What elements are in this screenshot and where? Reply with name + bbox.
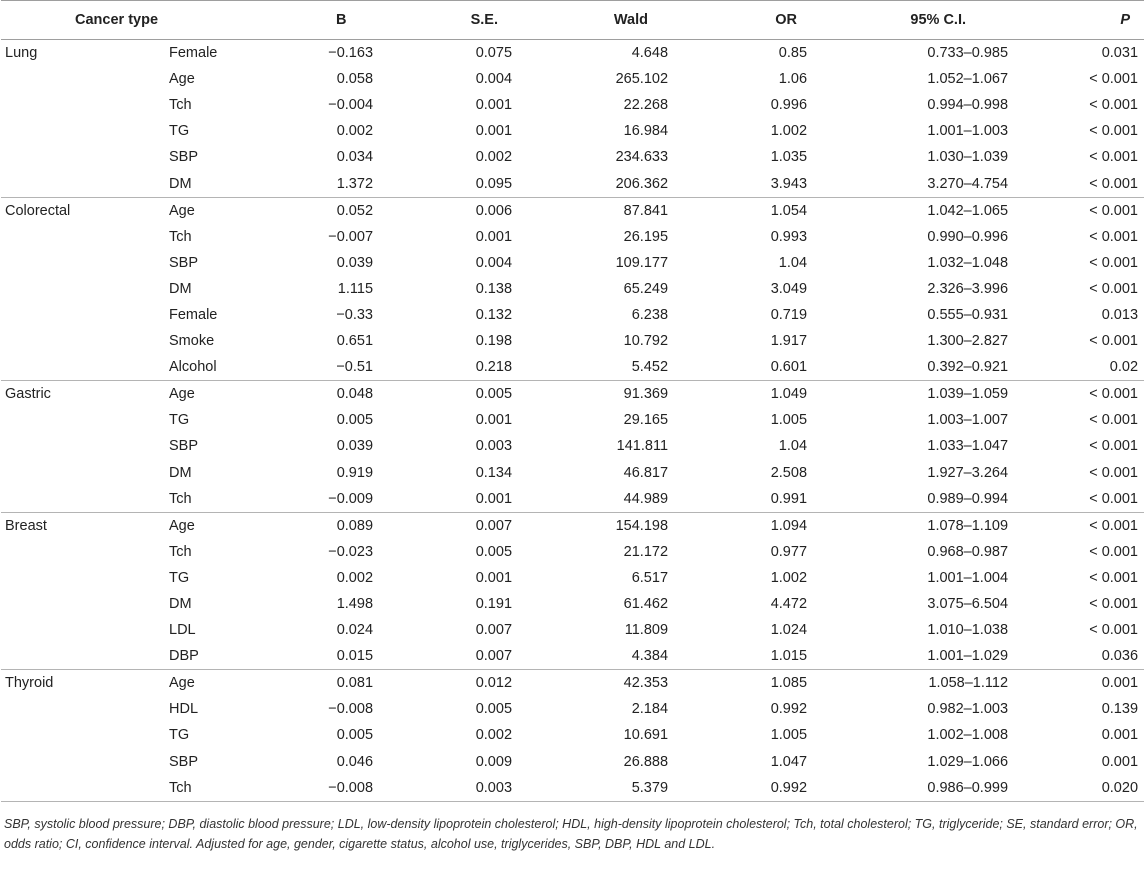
p-value-cell: 0.001 [1101, 727, 1139, 744]
se-cell: 0.004 [475, 254, 513, 271]
b-cell: −0.023 [328, 543, 374, 560]
se-cell: 0.095 [375, 170, 514, 197]
ci-cell: 0.982–1.003 [927, 701, 1009, 718]
variable-cell: Tch [169, 543, 192, 560]
variable-cell: DM [169, 170, 296, 197]
table-row [1, 591, 1144, 617]
b-cell: −0.009 [296, 486, 375, 513]
wald-cell: 65.249 [623, 280, 669, 297]
variable-cell: TG [169, 727, 190, 744]
ci-cell: 1.042–1.065 [927, 202, 1009, 219]
variable-cell: Female [169, 45, 218, 62]
cancer-type-cell: Lung [5, 45, 38, 62]
cancer-type-cell [1, 460, 169, 486]
ci-cell: 0.733–0.985 [927, 45, 1009, 62]
cancer-type-cell [1, 565, 169, 591]
ci-cell: 1.032–1.048 [927, 254, 1009, 271]
b-cell: 0.002 [336, 123, 374, 140]
or-cell: 1.002 [770, 569, 808, 586]
ci-cell: 1.033–1.047 [927, 438, 1009, 455]
cancer-type-cell [1, 722, 169, 748]
table-row [1, 328, 1144, 354]
se-cell: 0.007 [475, 622, 513, 639]
p-value-cell: < 0.001 [1089, 438, 1139, 455]
ci-cell: 0.994–0.998 [927, 97, 1009, 114]
or-cell: 3.943 [670, 170, 809, 197]
variable-cell: TG [169, 123, 190, 140]
p-value-cell: < 0.001 [1089, 569, 1139, 586]
wald-cell: 26.888 [623, 753, 669, 770]
variable-cell: SBP [169, 149, 199, 166]
table-row [1, 381, 1144, 408]
cancer-type-cell [1, 92, 169, 118]
or-cell: 2.508 [770, 464, 808, 481]
p-value-cell: < 0.001 [1089, 622, 1139, 639]
table-row [1, 749, 1144, 775]
or-cell: 1.094 [770, 517, 808, 534]
se-cell: 0.007 [375, 643, 514, 670]
regression-table [1, 0, 1144, 802]
wald-cell: 4.384 [514, 643, 670, 670]
ci-cell: 1.039–1.059 [927, 386, 1009, 403]
variable-cell: Tch [169, 228, 192, 245]
cancer-type-cell [1, 775, 169, 802]
or-cell: 1.035 [770, 149, 808, 166]
p-value-cell: < 0.001 [1089, 254, 1139, 271]
b-cell: 0.005 [336, 412, 374, 429]
or-cell: 0.992 [770, 701, 808, 718]
p-value-cell: 0.001 [1101, 675, 1139, 692]
or-cell: 1.054 [770, 202, 808, 219]
se-cell: 0.198 [475, 333, 513, 350]
header-ci: 95% C.I. [809, 1, 1010, 40]
p-value-cell: < 0.001 [1089, 71, 1139, 88]
se-cell: 0.005 [475, 543, 513, 560]
or-cell: 0.991 [670, 486, 809, 513]
or-cell: 1.917 [770, 333, 808, 350]
p-value-cell: < 0.001 [1089, 517, 1139, 534]
se-cell: 0.012 [475, 675, 513, 692]
or-cell: 1.049 [770, 386, 808, 403]
b-cell: 0.046 [336, 753, 374, 770]
p-value-cell: < 0.001 [1089, 123, 1139, 140]
se-cell: 0.009 [475, 753, 513, 770]
p-value-cell: < 0.001 [1089, 228, 1139, 245]
or-cell: 1.085 [770, 675, 808, 692]
variable-cell: LDL [169, 622, 196, 639]
wald-cell: 154.198 [615, 517, 669, 534]
p-value-cell: < 0.001 [1089, 280, 1139, 297]
p-value-cell: < 0.001 [1089, 202, 1139, 219]
or-cell: 0.977 [770, 543, 808, 560]
se-cell: 0.006 [475, 202, 513, 219]
variable-cell: Age [169, 386, 195, 403]
wald-cell: 265.102 [615, 71, 669, 88]
ci-cell: 0.989–0.994 [809, 486, 1010, 513]
table-row [1, 460, 1144, 486]
ci-cell: 1.029–1.066 [927, 753, 1009, 770]
ci-cell: 0.990–0.996 [927, 228, 1009, 245]
se-cell: 0.003 [375, 775, 514, 802]
cancer-type-cell [1, 617, 169, 643]
se-cell: 0.132 [475, 306, 513, 323]
variable-cell: Smoke [169, 333, 215, 350]
b-cell: 0.052 [336, 202, 374, 219]
cancer-type-cell [1, 539, 169, 565]
wald-cell: 42.353 [623, 675, 669, 692]
b-cell: −0.008 [328, 701, 374, 718]
or-cell: 1.04 [778, 254, 808, 271]
cancer-type-cell: Colorectal [5, 202, 71, 219]
b-cell: 1.372 [296, 170, 375, 197]
cancer-type-cell [1, 486, 169, 513]
b-cell: −0.163 [328, 45, 374, 62]
cancer-type-cell [1, 433, 169, 459]
cancer-type-cell [1, 118, 169, 144]
cancer-type-cell [1, 328, 169, 354]
b-cell: 0.002 [336, 569, 374, 586]
ci-cell: 1.052–1.067 [927, 71, 1009, 88]
table-row [1, 433, 1144, 459]
p-value-cell: < 0.001 [1089, 149, 1139, 166]
wald-cell: 10.792 [623, 333, 669, 350]
variable-cell: DM [169, 596, 192, 613]
ci-cell: 0.968–0.987 [927, 543, 1009, 560]
wald-cell: 141.811 [616, 438, 669, 455]
b-cell: 0.024 [336, 622, 374, 639]
p-value-cell: < 0.001 [1089, 386, 1139, 403]
p-value-cell: 0.020 [1010, 775, 1144, 802]
or-cell: 1.047 [770, 753, 808, 770]
cancer-type-cell [1, 749, 169, 775]
or-cell: 0.85 [778, 45, 808, 62]
table-row [1, 670, 1144, 697]
wald-cell: 16.984 [623, 123, 669, 140]
wald-cell: 6.238 [631, 306, 669, 323]
wald-cell: 91.369 [623, 386, 669, 403]
or-cell: 4.472 [770, 596, 808, 613]
variable-cell: Age [169, 675, 195, 692]
cancer-type-cell: Thyroid [5, 675, 54, 692]
b-cell: 0.034 [336, 149, 374, 166]
ci-cell: 1.927–3.264 [927, 464, 1009, 481]
or-cell: 1.04 [778, 438, 808, 455]
p-value-cell: 0.036 [1010, 643, 1144, 670]
wald-cell: 44.989 [514, 486, 670, 513]
wald-cell: 10.691 [623, 727, 669, 744]
ci-cell: 1.030–1.039 [927, 149, 1009, 166]
wald-cell: 87.841 [623, 202, 669, 219]
cancer-type-cell [1, 276, 169, 302]
b-cell: −0.33 [336, 306, 374, 323]
ci-cell: 3.270–4.754 [809, 170, 1010, 197]
variable-cell: SBP [169, 254, 199, 271]
header-se: S.E. [375, 1, 514, 40]
table-body [1, 40, 1144, 802]
se-cell: 0.075 [475, 45, 513, 62]
cancer-type-cell [1, 696, 169, 722]
or-cell: 0.601 [670, 354, 809, 381]
b-cell: 0.039 [336, 438, 374, 455]
table-row [1, 40, 1144, 67]
ci-cell: 1.001–1.004 [927, 569, 1009, 586]
se-cell: 0.001 [475, 569, 513, 586]
variable-cell: Alcohol [169, 354, 296, 381]
p-value-cell: 0.139 [1101, 701, 1139, 718]
table-row [1, 512, 1144, 539]
header-p: P [1010, 1, 1144, 40]
se-cell: 0.005 [475, 701, 513, 718]
variable-cell: TG [169, 569, 190, 586]
table-row [1, 407, 1144, 433]
or-cell: 0.996 [770, 97, 808, 114]
variable-cell: DBP [169, 643, 296, 670]
variable-cell: Tch [169, 486, 296, 513]
b-cell: 1.115 [337, 280, 374, 297]
b-cell: 0.005 [336, 727, 374, 744]
ci-cell: 3.075–6.504 [927, 596, 1009, 613]
table-row [1, 66, 1144, 92]
ci-cell: 1.300–2.827 [927, 333, 1009, 350]
ci-cell: 1.003–1.007 [927, 412, 1009, 429]
table-row [1, 250, 1144, 276]
p-value-cell: 0.013 [1101, 306, 1139, 323]
p-value-cell: < 0.001 [1010, 486, 1144, 513]
table-footnote: SBP, systolic blood pressure; DBP, diastolic blood pressure; LDL, low-density lipoprotein cholesterol; HDL, high-density lipoprotein cholesterol; Tch, total cholesterol; TG, triglyceride; SE, standard error; OR, odds ratio; CI, confidence interval. Adjusted for age, gender, cigarette status, alcohol use, triglycerides, SBP, DBP, HDL and LDL. [4, 816, 1138, 851]
or-cell: 3.049 [770, 280, 808, 297]
se-cell: 0.001 [475, 97, 513, 114]
variable-cell: SBP [169, 753, 199, 770]
table-row [1, 92, 1144, 118]
se-cell: 0.007 [475, 517, 513, 534]
header-b: B [296, 1, 375, 40]
b-cell: 1.498 [336, 596, 374, 613]
wald-cell: 5.452 [514, 354, 670, 381]
p-value-cell: < 0.001 [1089, 464, 1139, 481]
wald-cell: 6.517 [631, 569, 669, 586]
or-cell: 0.993 [770, 228, 808, 245]
table-row [1, 144, 1144, 170]
p-value-cell: 0.001 [1101, 753, 1139, 770]
b-cell: 0.081 [336, 675, 374, 692]
ci-cell: 0.555–0.931 [927, 306, 1009, 323]
p-value-cell: < 0.001 [1089, 97, 1139, 114]
se-cell: 0.001 [475, 123, 513, 140]
wald-cell: 5.379 [514, 775, 670, 802]
p-value-cell: < 0.001 [1010, 170, 1144, 197]
ci-cell: 0.392–0.921 [809, 354, 1010, 381]
table-row [1, 354, 1144, 381]
or-cell: 1.005 [770, 727, 808, 744]
cancer-type-cell [1, 224, 169, 250]
header-or: OR [670, 1, 809, 40]
table-row [1, 224, 1144, 250]
variable-cell: HDL [169, 701, 199, 718]
se-cell: 0.002 [475, 149, 513, 166]
cancer-type-cell [1, 170, 169, 197]
variable-cell: DM [169, 464, 192, 481]
header-row [1, 1, 1144, 40]
b-cell: 0.089 [336, 517, 374, 534]
table-row [1, 696, 1144, 722]
ci-cell: 1.001–1.029 [809, 643, 1010, 670]
or-cell: 0.719 [770, 306, 808, 323]
variable-cell: SBP [169, 438, 199, 455]
se-cell: 0.002 [475, 727, 513, 744]
table-row [1, 276, 1144, 302]
variable-cell: Age [169, 71, 195, 88]
se-cell: 0.004 [475, 71, 513, 88]
p-value-cell: < 0.001 [1089, 412, 1139, 429]
cancer-type-cell [1, 144, 169, 170]
ci-cell: 1.001–1.003 [927, 123, 1009, 140]
se-cell: 0.001 [375, 486, 514, 513]
table-row [1, 118, 1144, 144]
se-cell: 0.218 [375, 354, 514, 381]
b-cell: 0.058 [336, 71, 374, 88]
cancer-type-cell [1, 643, 169, 670]
table-row [1, 617, 1144, 643]
b-cell: 0.015 [296, 643, 375, 670]
p-value-cell: < 0.001 [1089, 543, 1139, 560]
se-cell: 0.191 [475, 596, 513, 613]
variable-cell: Female [169, 306, 218, 323]
variable-cell: Tch [169, 775, 296, 802]
or-cell: 0.992 [670, 775, 809, 802]
cancer-type-cell [1, 354, 169, 381]
se-cell: 0.001 [475, 228, 513, 245]
variable-cell: DM [169, 280, 192, 297]
se-cell: 0.001 [475, 412, 513, 429]
wald-cell: 11.809 [624, 622, 669, 639]
variable-cell: Age [169, 517, 195, 534]
ci-cell: 0.986–0.999 [809, 775, 1010, 802]
table-header [1, 1, 1144, 40]
or-cell: 1.06 [778, 71, 808, 88]
ci-cell: 1.002–1.008 [927, 727, 1009, 744]
b-cell: 0.651 [336, 333, 374, 350]
wald-cell: 4.648 [631, 45, 669, 62]
wald-cell: 22.268 [623, 97, 669, 114]
p-value-cell: 0.031 [1101, 45, 1139, 62]
se-cell: 0.005 [475, 386, 513, 403]
ci-cell: 1.058–1.112 [928, 675, 1009, 692]
wald-cell: 61.462 [623, 596, 669, 613]
wald-cell: 206.362 [514, 170, 670, 197]
b-cell: 0.048 [336, 386, 374, 403]
ci-cell: 1.010–1.038 [927, 622, 1009, 639]
cancer-type-cell: Breast [5, 517, 47, 534]
b-cell: −0.51 [296, 354, 375, 381]
b-cell: −0.007 [328, 228, 374, 245]
or-cell: 1.002 [770, 123, 808, 140]
cancer-type-cell: Gastric [5, 386, 51, 403]
wald-cell: 2.184 [631, 701, 669, 718]
header-cancer-type: Cancer type [1, 1, 296, 40]
table-row [1, 722, 1144, 748]
p-value-cell: 0.02 [1010, 354, 1144, 381]
se-cell: 0.138 [475, 280, 513, 297]
header-wald: Wald [514, 1, 670, 40]
table-row [1, 539, 1144, 565]
wald-cell: 29.165 [623, 412, 669, 429]
or-cell: 1.015 [670, 643, 809, 670]
table-row [1, 486, 1144, 513]
b-cell: −0.004 [328, 97, 374, 114]
table-row [1, 170, 1144, 197]
or-cell: 1.005 [770, 412, 808, 429]
wald-cell: 109.177 [615, 254, 669, 271]
cancer-type-cell [1, 591, 169, 617]
table-row [1, 197, 1144, 224]
se-cell: 0.134 [475, 464, 513, 481]
table-row [1, 565, 1144, 591]
b-cell: 0.919 [336, 464, 374, 481]
table-row [1, 302, 1144, 328]
table-row [1, 643, 1144, 670]
p-value-cell: < 0.001 [1089, 596, 1139, 613]
se-cell: 0.003 [475, 438, 513, 455]
table-row [1, 775, 1144, 802]
p-value-cell: < 0.001 [1089, 333, 1139, 350]
ci-cell: 1.078–1.109 [927, 517, 1009, 534]
variable-cell: Tch [169, 97, 192, 114]
wald-cell: 234.633 [615, 149, 669, 166]
variable-cell: Age [169, 202, 195, 219]
wald-cell: 46.817 [623, 464, 669, 481]
or-cell: 1.024 [770, 622, 808, 639]
b-cell: 0.039 [336, 254, 374, 271]
variable-cell: TG [169, 412, 190, 429]
cancer-type-cell [1, 66, 169, 92]
wald-cell: 26.195 [623, 228, 669, 245]
cancer-type-cell [1, 302, 169, 328]
cancer-type-cell [1, 250, 169, 276]
b-cell: −0.008 [296, 775, 375, 802]
wald-cell: 21.172 [623, 543, 669, 560]
cancer-type-cell [1, 407, 169, 433]
ci-cell: 2.326–3.996 [927, 280, 1009, 297]
